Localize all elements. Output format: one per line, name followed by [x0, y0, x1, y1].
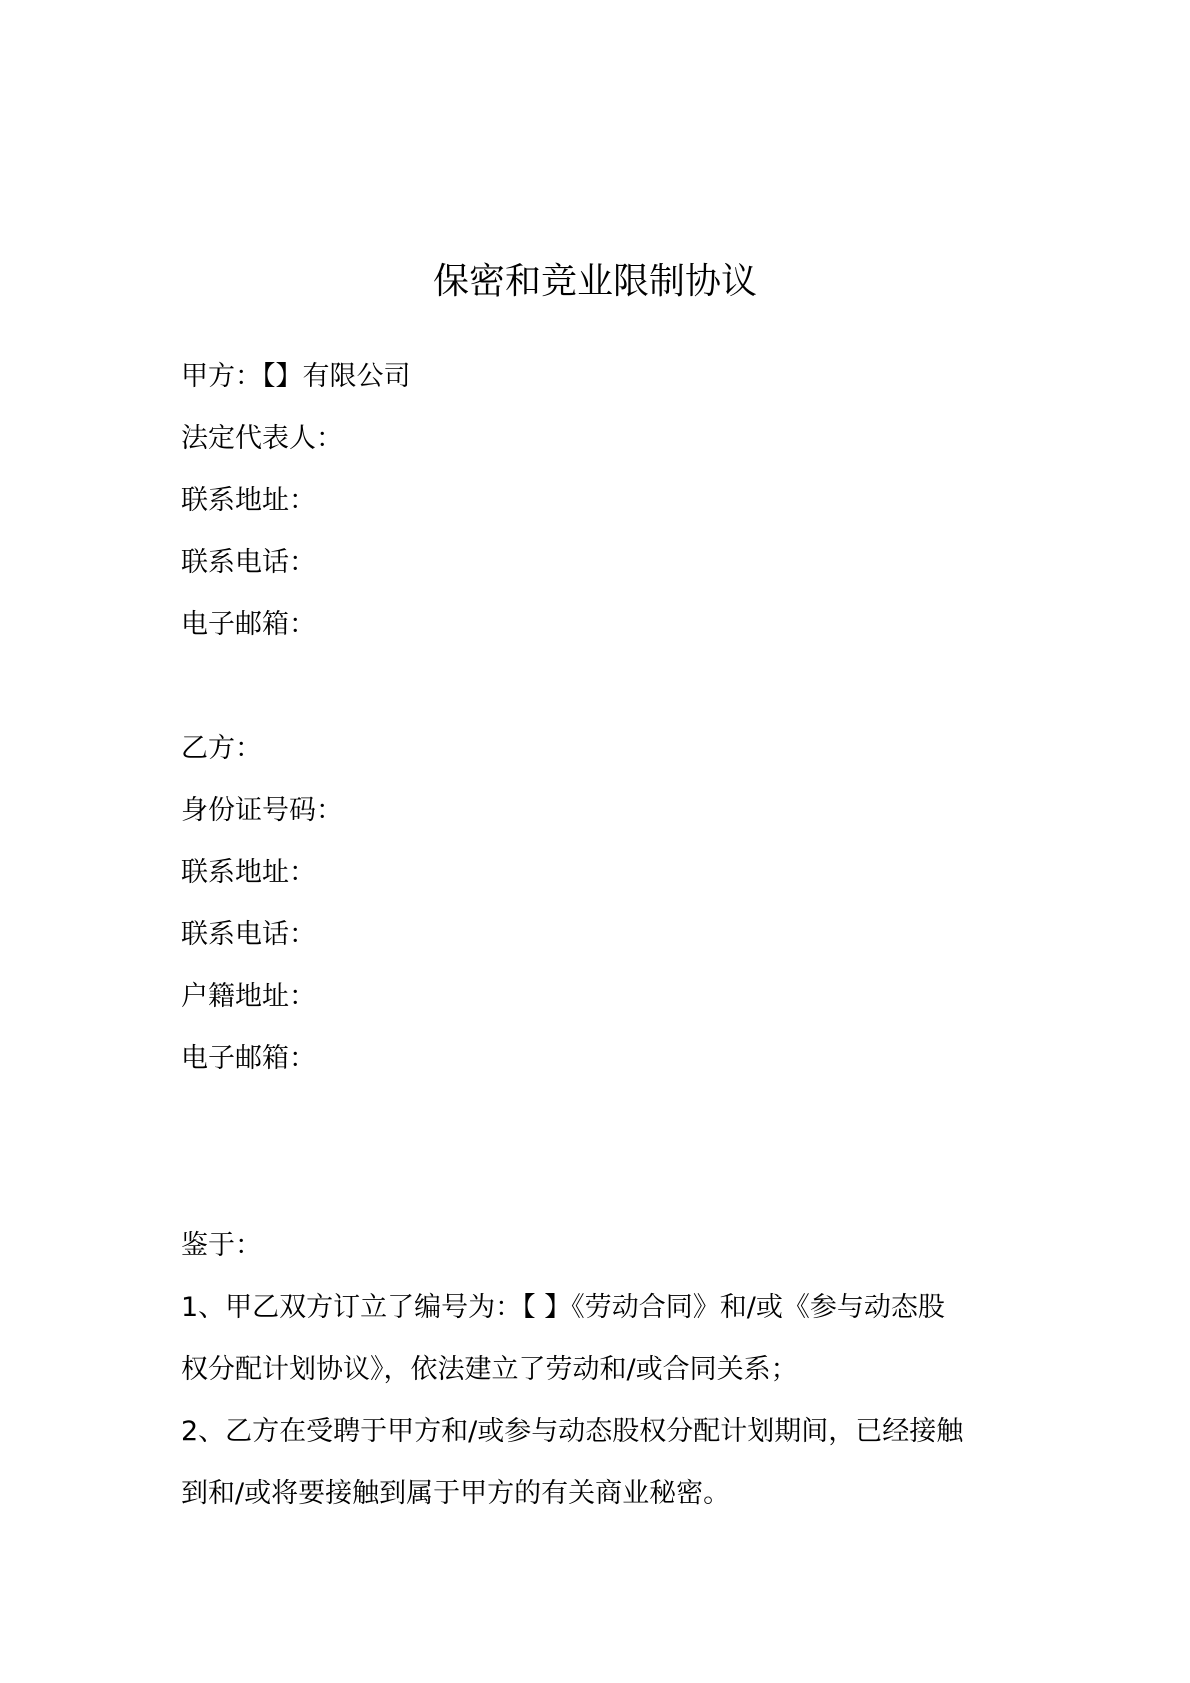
party-b-address: 联系地址： [181, 857, 316, 888]
recital-item-1-line-1: 1、甲乙双方订立了编号为：【 】《劳动合同》和/或《参与动态股 [181, 1292, 945, 1323]
party-b-name: 乙方： [181, 733, 262, 764]
party-a-email: 电子邮箱： [181, 609, 316, 640]
party-a-legal-rep: 法定代表人： [181, 423, 343, 454]
recitals-heading: 鉴于： [181, 1230, 262, 1261]
party-b-household-address: 户籍地址： [181, 981, 316, 1012]
party-a-name: 甲方：【】有限公司 [181, 361, 411, 392]
party-b-email: 电子邮箱： [181, 1043, 316, 1074]
party-a-phone: 联系电话： [181, 547, 316, 578]
recital-item-1-line-2: 权分配计划协议》，依法建立了劳动和/或合同关系； [181, 1354, 798, 1385]
party-b-id-number: 身份证号码： [181, 795, 343, 826]
party-b-phone: 联系电话： [181, 919, 316, 950]
recital-item-2-line-1: 2、乙方在受聘于甲方和/或参与动态股权分配计划期间，已经接触 [181, 1416, 964, 1447]
document-title: 保密和竞业限制协议 [432, 261, 757, 302]
recital-item-2-line-2: 到和/或将要接触到属于甲方的有关商业秘密。 [181, 1478, 731, 1509]
party-a-address: 联系地址： [181, 485, 316, 516]
